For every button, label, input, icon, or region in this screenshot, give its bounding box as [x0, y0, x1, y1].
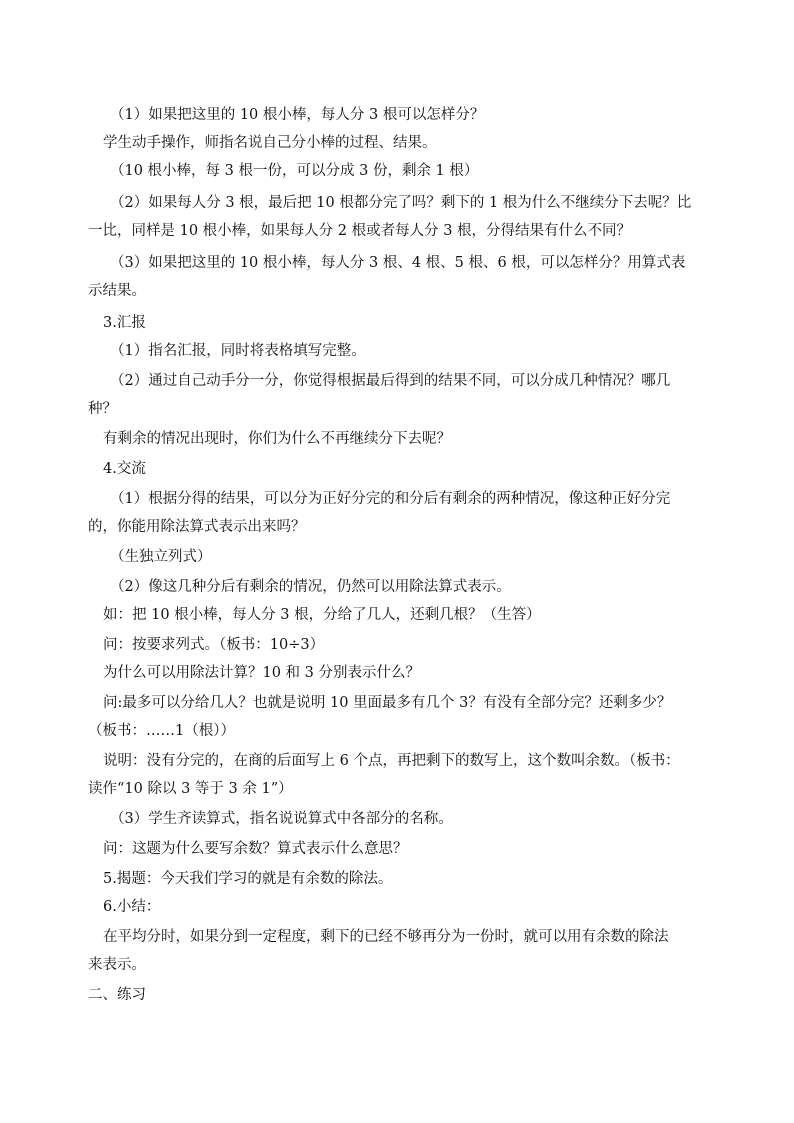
text-line: 读作“10 除以 3 等于 3 余 1”） [88, 781, 293, 797]
text-line: （板书：……1（根）） [88, 723, 235, 739]
text-line: （10 根小棒，每 3 根一份，可以分成 3 份，剩余 1 根） [110, 163, 479, 179]
text-line: （生独立列式） [110, 549, 212, 565]
section-heading: 6.小结： [103, 899, 161, 915]
text-line: 的，你能用除法算式表示出来吗？ [88, 519, 306, 535]
section-heading: 5.揭题：今天我们学习的就是有余数的除法。 [103, 871, 393, 887]
text-line: （2）如果每人分 3 根，最后把 10 根都分完了吗？剩下的 1 根为什么不继续分下去呢？比 [110, 195, 692, 211]
section-heading: 3.汇报 [103, 315, 146, 331]
text-line: 学生动手操作，师指名说自己分小棒的过程、结果。 [103, 135, 437, 151]
text-line: （1）如果把这里的 10 根小棒，每人分 3 根可以怎样分？ [110, 107, 485, 123]
text-line: 问：这题为什么要写余数？算式表示什么意思？ [103, 841, 408, 857]
text-line: （3）如果把这里的 10 根小棒，每人分 3 根、4 根、5 根、6 根，可以怎样分？用算式表 [110, 255, 686, 271]
text-line: 问:最多可以分给几人？也就是说明 10 里面最多有几个 3？有没有全部分完？还剩多少？ [103, 695, 672, 711]
text-line: 如：把 10 根小棒，每人分 3 根，分给了几人，还剩几根？（生答） [103, 607, 541, 623]
text-line: 种？ [88, 401, 117, 417]
section-heading: 4.交流 [103, 461, 146, 477]
text-line: 一比，同样是 10 根小棒，如果每人分 2 根或者每人分 3 根，分得结果有什么不同？ [88, 223, 632, 239]
text-line: （1）指名汇报，同时将表格填写完整。 [110, 343, 366, 359]
text-line: （1）根据分得的结果，可以分为正好分完的和分后有剩余的两种情况，像这种正好分完 [110, 491, 671, 507]
section-heading: 二、练习 [88, 987, 146, 1003]
text-line: 有剩余的情况出现时，你们为什么不再继续分下去呢？ [103, 431, 451, 447]
text-line: 问：按要求列式。（板书：10÷3） [103, 637, 325, 653]
text-line: （2）通过自己动手分一分，你觉得根据最后得到的结果不同，可以分成几种情况？哪几 [110, 373, 671, 389]
text-line: 为什么可以用除法计算？10 和 3 分别表示什么？ [103, 665, 421, 681]
text-line: 在平均分时，如果分到一定程度，剩下的已经不够再分为一份时，就可以用有余数的除法 [103, 929, 669, 945]
text-line: 示结果。 [88, 283, 146, 299]
text-line: （2）像这几种分后有剩余的情况，仍然可以用除法算式表示。 [110, 579, 511, 595]
text-line: 来表示。 [88, 957, 146, 973]
text-line: 说明：没有分完的，在商的后面写上 6 个点，再把剩下的数写上，这个数叫余数。（板书： [103, 753, 680, 769]
text-line: （3）学生齐读算式，指名说说算式中各部分的名称。 [110, 811, 453, 827]
